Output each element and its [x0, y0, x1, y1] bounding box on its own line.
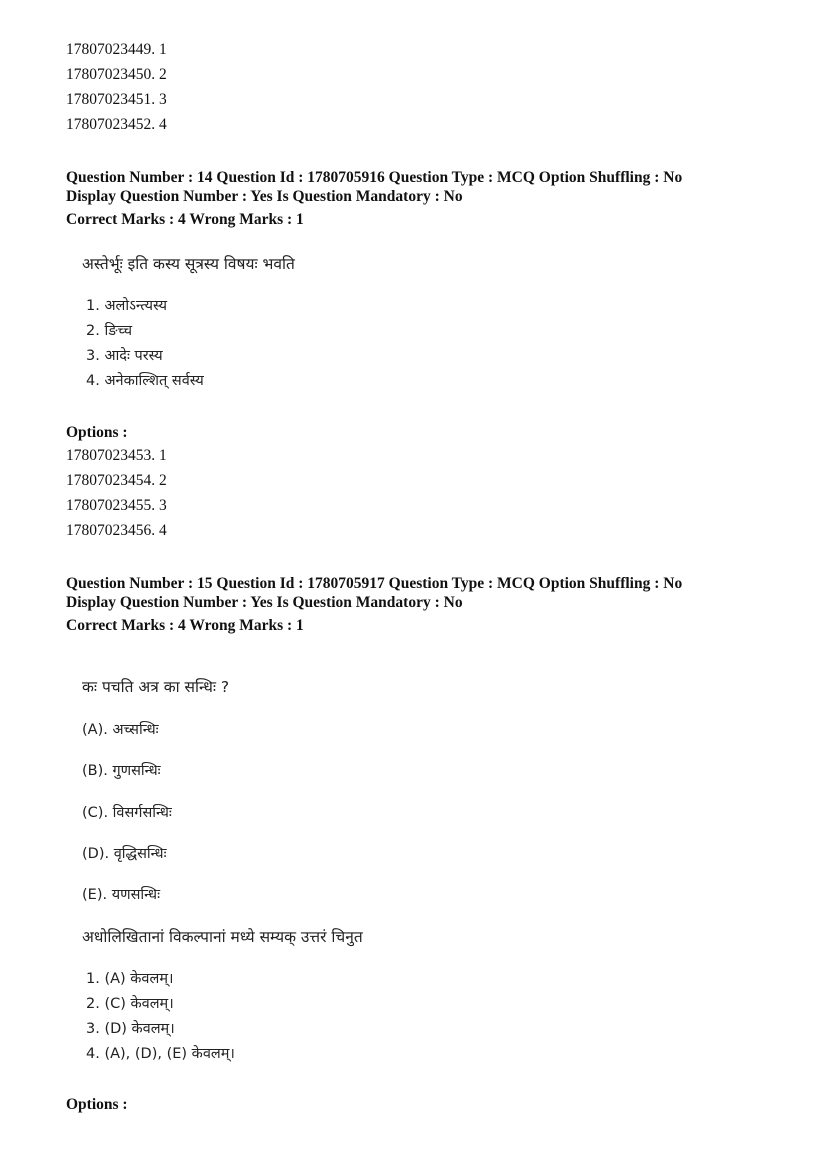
q15-statement-d: (D). वृद्धिसन्धिः	[82, 846, 167, 862]
prev-option-1: 17807023449. 1	[66, 41, 167, 58]
q14-option-1: 17807023453. 1	[66, 447, 167, 464]
q14-choice-2: 2. ङिच्च	[86, 323, 133, 339]
q14-choice-1: 1. अलोऽन्त्यस्य	[86, 298, 168, 314]
prev-option-2: 17807023450. 2	[66, 66, 167, 83]
prev-option-4: 17807023452. 4	[66, 116, 167, 133]
q15-choice-3: 3. (D) केवलम्।	[86, 1021, 175, 1037]
prev-option-3: 17807023451. 3	[66, 91, 167, 108]
q15-statement-c: (C). विसर्गसन्धिः	[82, 805, 172, 821]
q15-statement-b: (B). गुणसन्धिः	[82, 763, 161, 779]
q14-option-4: 17807023456. 4	[66, 522, 167, 539]
q14-marks: Correct Marks : 4 Wrong Marks : 1	[66, 211, 304, 228]
q14-option-3: 17807023455. 3	[66, 497, 167, 514]
q14-options-label: Options :	[66, 424, 128, 441]
q15-statement-a: (A). अच्सन्धिः	[82, 722, 159, 738]
q14-question-text: अस्तेर्भूः इति कस्य सूत्रस्य विषयः भवति	[82, 255, 295, 273]
q15-choice-1: 1. (A) केवलम्।	[86, 971, 174, 987]
q15-statement-e: (E). यणसन्धिः	[82, 887, 161, 903]
q15-options-label: Options :	[66, 1096, 128, 1113]
q15-instruction: अधोलिखितानां विकल्पानां मध्ये सम्यक् उत्तरं चिनुत	[82, 928, 363, 946]
q14-choice-4: 4. अनेकाल्शित् सर्वस्य	[86, 373, 204, 389]
q15-choice-2: 2. (C) केवलम्।	[86, 996, 174, 1012]
q14-choice-3: 3. आदेः परस्य	[86, 348, 163, 364]
q14-header-line1: Question Number : 14 Question Id : 1780705916 Question Type : MCQ Option Shuffling : No	[66, 169, 683, 186]
q15-header-line2: Display Question Number : Yes Is Question Mandatory : No	[66, 594, 463, 611]
q15-choice-4: 4. (A), (D), (E) केवलम्।	[86, 1046, 235, 1062]
q14-header-line2: Display Question Number : Yes Is Question Mandatory : No	[66, 188, 463, 205]
q15-header-line1: Question Number : 15 Question Id : 1780705917 Question Type : MCQ Option Shuffling : No	[66, 575, 683, 592]
q15-question-text: कः पचति अत्र का सन्धिः ?	[82, 678, 230, 696]
q14-option-2: 17807023454. 2	[66, 472, 167, 489]
q15-marks: Correct Marks : 4 Wrong Marks : 1	[66, 617, 304, 634]
